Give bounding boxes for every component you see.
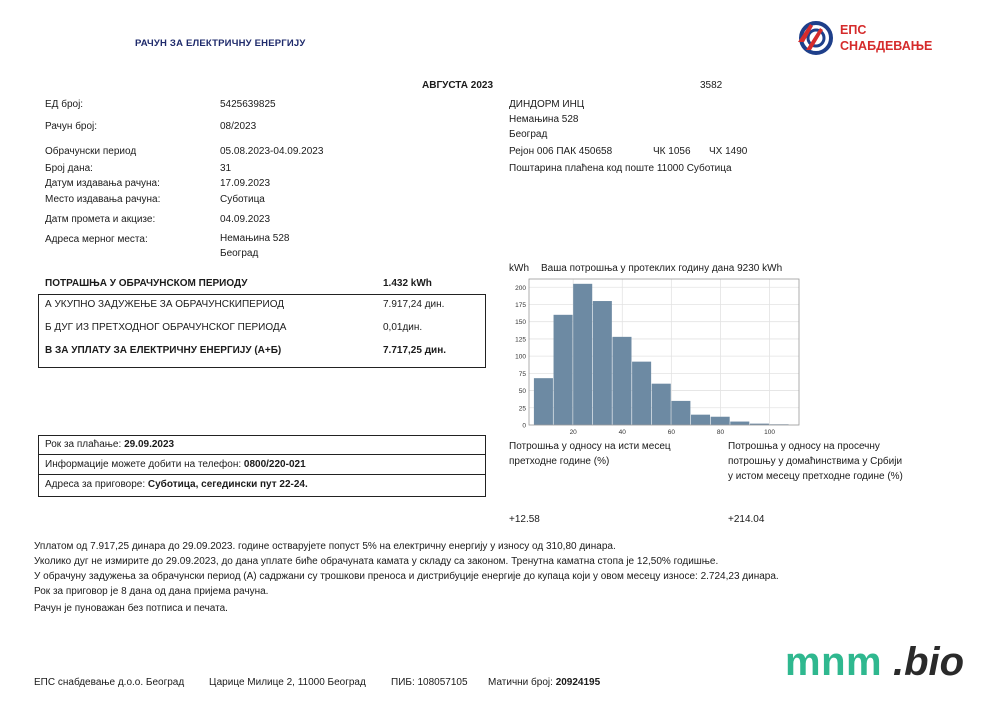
phone-label: Информације можете добити на телефон: [45, 459, 244, 470]
info-box [38, 435, 486, 497]
chart-x-tick-label: 80 [716, 429, 725, 435]
chart-y-tick-label: 175 [515, 301, 526, 309]
chart-x-tick-label: 100 [764, 429, 775, 435]
chart-x-tick-label: 40 [618, 429, 626, 435]
complaints-label: Адреса за приговоре: [45, 479, 148, 490]
recipient-ck1: ЧК 1056 [653, 146, 691, 157]
info-divider [39, 474, 485, 475]
recipient-city: Београд [509, 129, 548, 140]
note-interest: Уколико дуг не измирите до 29.09.2023, до дана уплате биће обрачуната камата у складу са законом. Тренутна каматна стопа је 12,50% годишње. [34, 556, 719, 567]
detail-label: Адреса мерног места: [45, 234, 148, 245]
detail-label: ЕД број: [45, 99, 84, 110]
chart-bar [554, 315, 573, 425]
footer-mb-value: 20924195 [555, 677, 601, 688]
charge-label-a: А УКУПНО ЗАДУЖЕЊЕ ЗА ОБРАЧУНСКИПЕРИОД [45, 299, 285, 310]
footer-company: ЕПС снабдевање д.о.о. Београд [34, 677, 185, 688]
due-date-row [45, 439, 174, 450]
charge-value-total: 7.717,25 дин. [383, 345, 447, 356]
charge-label-total: В ЗА УПЛАТУ ЗА ЕЛЕКТРИЧНУ ЕНЕРГИЈУ (А+Б) [45, 345, 282, 356]
comparison-right-label: Потрошња у односу на просечну потрошњу у домаћинствима у Србији у истом месецу претходне године (%) [728, 441, 903, 482]
chart-y-tick-label: 125 [515, 336, 526, 344]
detail-label: Број дана: [45, 163, 93, 174]
chart-y-tick-label: 200 [515, 284, 526, 292]
charge-value-b: 0,01дин. [383, 322, 423, 333]
charges-box [38, 294, 486, 368]
chart-bar [671, 401, 690, 425]
chart-bar [612, 337, 631, 425]
chart-bar [652, 384, 671, 425]
chart-unit-label: kWh [509, 263, 529, 274]
detail-value: 5425639825 [220, 99, 276, 110]
consumption-histogram [505, 275, 805, 435]
recipient-name: ДИНДОРМ ИНЦ [509, 99, 585, 110]
footer-mb-label: Матични број: [488, 677, 556, 688]
recipient-street: Немањина 528 [509, 114, 579, 125]
footer-pib: ПИБ: 108057105 [391, 677, 468, 688]
recipient-route: Рејон 006 ПАК 450658 [509, 146, 613, 157]
customer-code: 3582 [700, 80, 723, 91]
chart-y-tick-label: 0 [522, 422, 526, 430]
chart-bar [691, 415, 710, 425]
chart-bar [730, 422, 749, 425]
comparison-left-label: Потрошња у односу на исти месец претходне године (%) [509, 441, 671, 467]
chart-y-tick-label: 50 [518, 388, 526, 396]
watermark-mnm: mnm [785, 640, 883, 684]
logo-text-snabdevanje: СНАБДЕВАЊЕ [840, 39, 933, 53]
info-divider [39, 454, 485, 455]
chart-y-tick-label: 150 [515, 319, 526, 327]
note-validity: Рачун је пуноважан без потписа и печата. [34, 603, 228, 614]
chart-y-tick-label: 75 [518, 370, 526, 378]
detail-value: 17.09.2023 [220, 178, 271, 189]
chart-title: Ваша потрошња у протеклих годину дана 9230 kWh [541, 263, 783, 274]
footer-registration [488, 677, 600, 688]
chart-x-tick-label: 20 [569, 429, 577, 435]
detail-value-line2: Београд [220, 248, 259, 259]
detail-value: 31 [220, 163, 232, 174]
note-complaint-deadline: Рок за приговор је 8 дана од дана пријема рачуна. [34, 586, 269, 597]
due-date-label: Рок за плаћање: [45, 439, 125, 450]
detail-value: Суботица [220, 194, 265, 205]
chart-bar [593, 301, 612, 425]
footer-address: Царице Милице 2, 11000 Београд [209, 677, 366, 688]
detail-value: 04.09.2023 [220, 214, 271, 225]
consumption-value: 1.432 kWh [383, 278, 432, 289]
detail-label: Датм промета и акцизе: [45, 214, 156, 225]
recipient-postage: Поштарина плаћена код поште 11000 Суботица [509, 163, 732, 174]
note-transmission: У обрачуну задужења за обрачунски период (А) садржани су трошкови преноса и дистрибуције енергије до купаца који у овом месецу износе: 2.724,23 динара. [34, 571, 779, 582]
detail-label: Рачун број: [45, 121, 98, 132]
bill-title: РАЧУН ЗА ЕЛЕКТРИЧНУ ЕНЕРГИЈУ [135, 38, 306, 49]
complaints-value: Суботица, сегедински пут 22-24. [147, 479, 308, 490]
complaints-row [45, 479, 308, 490]
detail-label: Датум издавања рачуна: [45, 178, 160, 189]
charge-value-a: 7.917,24 дин. [383, 299, 445, 310]
eps-logo-icon [796, 20, 836, 56]
detail-label: Место издавања рачуна: [45, 194, 161, 205]
note-discount: Уплатом од 7.917,25 динара до 29.09.2023. године остварујете попуст 5% на електричну енергију у износу од 310,80 динара. [34, 541, 616, 552]
phone-row [45, 459, 306, 470]
chart-bar [534, 378, 553, 425]
detail-label: Обрачунски период [45, 146, 137, 157]
chart-y-tick-label: 100 [515, 353, 526, 361]
charge-label-b: Б ДУГ ИЗ ПРЕТХОДНОГ ОБРАЧУНСКОГ ПЕРИОДА [45, 322, 287, 333]
comparison-left-value: +12.58 [509, 514, 540, 525]
detail-value: Немањина 528 [220, 233, 290, 244]
comparison-right-value: +214.04 [728, 514, 765, 525]
logo-text-eps: ЕПС [840, 23, 867, 37]
detail-value: 05.08.2023-04.09.2023 [220, 146, 324, 157]
detail-value: 08/2023 [220, 121, 257, 132]
consumption-label: ПОТРАШЊА У ОБРАЧУНСКОМ ПЕРИОДУ [45, 278, 248, 289]
chart-bar [632, 362, 651, 425]
chart-bar [711, 417, 730, 425]
chart-bar [573, 284, 592, 425]
watermark-bio: .bio [893, 640, 965, 684]
chart-y-tick-label: 25 [518, 405, 526, 413]
chart-x-tick-label: 60 [667, 429, 675, 435]
phone-value: 0800/220-021 [243, 459, 306, 470]
period-title: АВГУСТА 2023 [422, 80, 494, 91]
due-date-value: 29.09.2023 [124, 439, 175, 450]
recipient-ck2: ЧХ 1490 [709, 146, 748, 157]
